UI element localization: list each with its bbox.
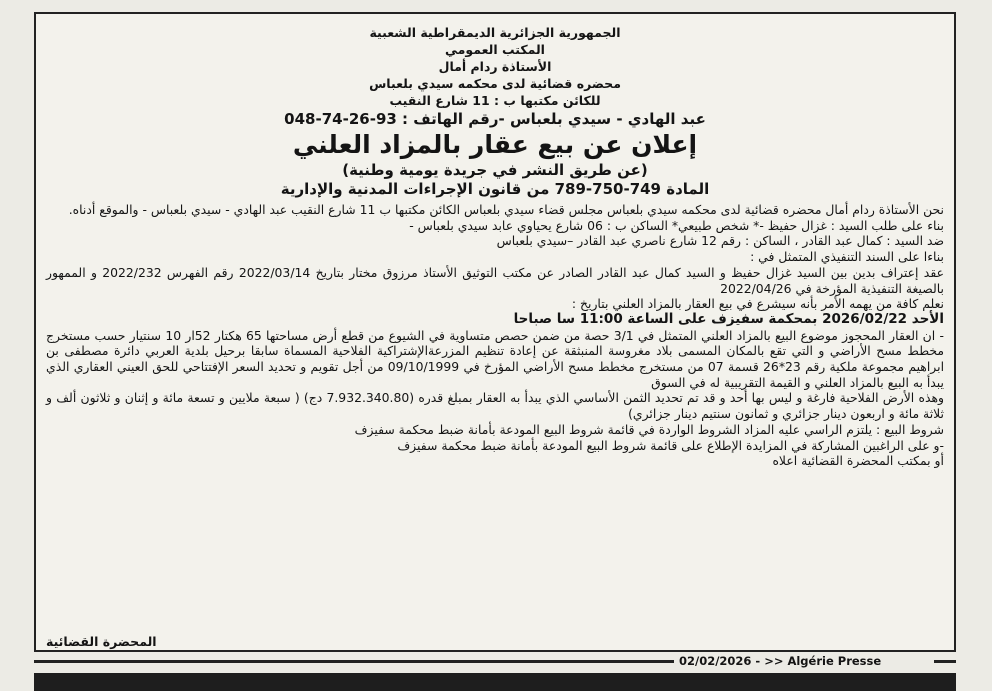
publication-footer <box>34 654 956 668</box>
next-article-border <box>34 673 956 691</box>
notice-subtitle-law: المادة 749-750-789 من قانون الإجراءات المدنية والإدارية <box>280 180 710 198</box>
body-participants: -و على الراغبين المشاركة في المزايدة الإطلاع على قائمة شروط البيع المودعة بأمانة ضبط محكمة سفيزف <box>397 437 944 453</box>
body-property-description: - ان العقار المحجوز موضوع البيع بالمزاد العلني المتمثل في 3/1 حصة من ضمن حصص متساوية في الشيوع من قطع أرض مساحتها 65 هكتار 52ار 10 سنتيار حسب مستخرج مخطط مسح الأراضي و التي تقع بالمكان المسمى بلاد مغروسة المنبثقة عن إعادة تنظيم المزرعةالإشتراكية الفلاحية المسماة سابقا برحيل بلدية العربي دائرة مصطفى بن ابراهيم مجموعة ملكية رقم 23*26 قسمة 07 من مستخرج مخطط مسح الأراضي المؤرخ في 09/10/1999 من أجل تقويم و تحديد السعر الإفتتاحي للحق العيني العقاري الذي يبدأ به البيع بالمزاد العلني و القيمة التقريبية له في السوق <box>46 327 945 390</box>
notice-header <box>46 24 944 129</box>
header-phone: عبد الهادي - سيدي بلعباس -رقم الهاتف : 93-26-74-048 <box>284 110 706 128</box>
header-office: المكتب العمومي <box>445 42 545 57</box>
signature: المحضرة القضائية <box>46 634 157 649</box>
body-starting-price: وهذه الأرض الفلاحية فارغة و ليس بها أحد و قد تم تحديد الثمن الأساسي الذي يبدأ به العقار بمبلغ قدره (7.932.340.80 دج) ( سبعة ملايين و تسعة مائة و إثنان و ثلاثون ألف و ثلاثة مائة و اربعون دينار جزائري و ثمانون سنتيم دينار جزائري) <box>46 390 944 422</box>
body-intro: نحن الأستاذة ردام أمال محضره قضائية لدى محكمه سيدي بلعباس مجلس قضاء سيدي بلعباس الكائن مكتبها ب 11 شارع النقيب عبد الهادي - سيدي بلعباس - والموقع أدناه. <box>68 202 944 217</box>
footer-source-date: 02/02/2026 - >> Algérie Presse <box>679 654 882 668</box>
body-plaintiff: بناء على طلب السيد : غزال حفيظ -* شخص طبيعي* الساكن ب : 06 شارع يحياوي عابد سيدي بلعباس - <box>409 217 944 233</box>
footer-rule-right <box>934 660 956 663</box>
footer-rule-left <box>34 660 674 663</box>
header-address: للكائن مكتبها ب : 11 شارع النقيب <box>389 93 601 108</box>
notice-body <box>46 202 944 469</box>
body-sale-date: الأحد 2026/02/22 بمحكمة سفيزف على الساعة 11:00 سا صباحا <box>513 310 944 327</box>
body-title-basis: بناءا على السند التنفيذي المتمثل في : <box>750 249 944 265</box>
body-sale-announcement: نعلم كافة من يهمه الأمر بأنه سيشرع في بيع العقار بالمزاد العلني بتاريخ : <box>571 296 944 312</box>
header-bailiff-name: الأستاذة ردام أمال <box>438 59 552 74</box>
body-defendant: ضد السيد : كمال عبد القادر ، الساكن : رقم 12 شارع ناصري عبد القادر –سيدي بلعباس <box>496 233 944 249</box>
header-court: محضره قضائية لدى محكمه سيدي بلعباس <box>369 76 621 91</box>
legal-notice-box <box>34 12 956 652</box>
notice-subtitle-publication: (عن طريق النشر في جريدة يومية وطنية) <box>342 161 648 179</box>
notice-title: إعلان عن بيع عقار بالمزاد العلني <box>292 130 698 159</box>
body-debt-deed: عقد إعتراف بدين بين السيد غزال حفيظ و السيد كمال عبد القادر الصادر عن مكتب التوثيق الأستاذ مرزوق مختار بتاريخ 2022/03/14 رقم الفهرس 2022/232 و الممهور بالصيغة التنفيذية المؤرخة في 2022/04/26 <box>46 264 944 296</box>
body-sale-conditions: شروط البيع : يلتزم الراسي عليه المزاد الشروط الواردة في قائمة شروط البيع المودعة بأمانة ضبط محكمة سفيزف <box>354 421 944 437</box>
body-office-reference: أو بمكتب المحضرة القضائية اعلاه <box>772 453 944 469</box>
header-republic: الجمهورية الجزائرية الديمقراطية الشعبية <box>369 25 621 40</box>
